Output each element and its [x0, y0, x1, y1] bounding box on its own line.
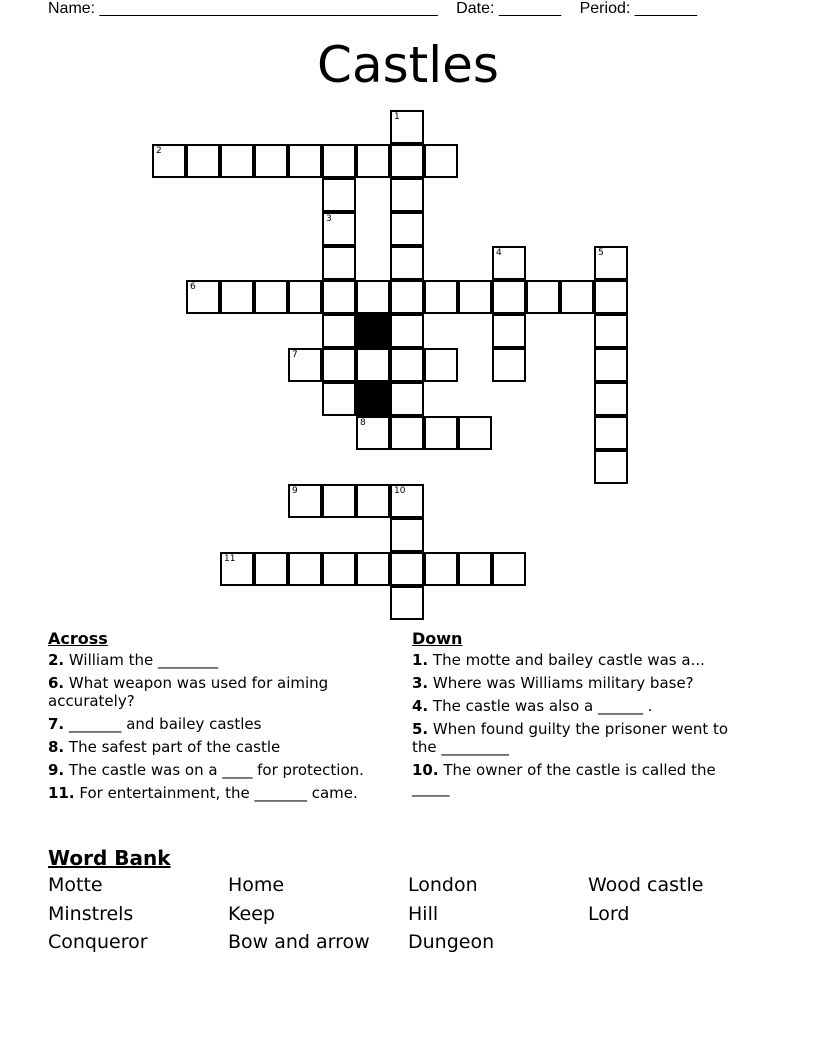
clue-text: What weapon was used for aiming accurately? — [48, 674, 329, 710]
name-field[interactable]: Name: ______________________________________ — [48, 0, 438, 17]
clue-number: 4 — [496, 248, 502, 258]
across-clue — [48, 784, 378, 802]
grid-cell[interactable] — [220, 280, 254, 314]
grid-cell[interactable] — [594, 382, 628, 416]
across-clue — [48, 715, 378, 733]
grid-cell[interactable] — [322, 348, 356, 382]
clue-text: The motte and bailey castle was a... — [432, 651, 705, 669]
word-bank-item: Bow and arrow — [228, 931, 370, 953]
grid-cell[interactable] — [152, 144, 186, 178]
grid-cell[interactable] — [356, 484, 390, 518]
grid-cell[interactable] — [322, 246, 356, 280]
grid-cell[interactable] — [390, 212, 424, 246]
clue-text: For entertainment, the _______ came. — [79, 784, 358, 802]
grid-cell[interactable] — [322, 280, 356, 314]
grid-cell[interactable] — [458, 552, 492, 586]
down-heading: Down — [412, 629, 463, 648]
grid-cell[interactable] — [356, 280, 390, 314]
clue-number: 3 — [326, 214, 332, 224]
clue-number-label: 4. — [412, 697, 429, 715]
across-heading: Across — [48, 629, 108, 648]
clue-number-label: 7. — [48, 715, 65, 733]
grid-cell[interactable] — [390, 586, 424, 620]
clue-number-label: 11. — [48, 784, 75, 802]
grid-cell[interactable] — [594, 348, 628, 382]
grid-cell[interactable] — [254, 552, 288, 586]
down-clue — [412, 674, 752, 692]
clue-number-label: 1. — [412, 651, 429, 669]
word-bank-item: Home — [228, 874, 285, 896]
word-bank-item: Hill — [408, 902, 439, 925]
grid-cell[interactable] — [390, 144, 424, 178]
grid-cell[interactable] — [458, 280, 492, 314]
grid-cell[interactable] — [390, 110, 424, 144]
grid-cell[interactable] — [492, 348, 526, 382]
clue-number: 1 — [394, 112, 400, 122]
clue-number: 6 — [190, 282, 196, 292]
grid-cell[interactable] — [288, 484, 322, 518]
period-field[interactable]: Period: _______ — [579, 0, 698, 17]
grid-cell[interactable] — [424, 144, 458, 178]
black-square — [356, 314, 390, 348]
grid-cell[interactable] — [492, 552, 526, 586]
clue-text: William the ________ — [68, 651, 219, 669]
grid-cell[interactable] — [356, 552, 390, 586]
grid-cell[interactable] — [390, 178, 424, 212]
grid-cell[interactable] — [322, 178, 356, 212]
across-clue — [48, 674, 378, 710]
word-bank-item: Wood castle — [588, 874, 704, 896]
clue-number-label: 8. — [48, 738, 65, 756]
grid-cell[interactable] — [254, 144, 288, 178]
clue-number-label: 5. — [412, 720, 429, 738]
grid-cell[interactable] — [390, 484, 424, 518]
clue-text: The castle was on a ____ for protection. — [68, 761, 364, 779]
down-clue — [412, 761, 752, 797]
grid-cell[interactable] — [322, 552, 356, 586]
word-bank-item: Lord — [588, 902, 630, 925]
down-clues — [412, 630, 752, 802]
across-clue — [48, 761, 378, 779]
grid-cell[interactable] — [186, 144, 220, 178]
clue-text: When found guilty the prisoner went to the _________ — [412, 720, 729, 756]
down-clue — [412, 651, 752, 669]
grid-cell[interactable] — [322, 382, 356, 416]
clue-number: 11 — [224, 554, 236, 564]
clue-text: The owner of the castle is called the _____ — [412, 761, 716, 797]
word-bank-item: Keep — [228, 902, 275, 925]
word-bank-item: London — [408, 874, 478, 896]
grid-cell[interactable] — [356, 144, 390, 178]
grid-cell[interactable] — [254, 280, 288, 314]
black-square — [356, 382, 390, 416]
page-title: Castles — [317, 36, 499, 94]
grid-cell[interactable] — [492, 314, 526, 348]
clue-number-label: 3. — [412, 674, 429, 692]
clue-number-label: 6. — [48, 674, 65, 692]
grid-cell[interactable] — [390, 314, 424, 348]
grid-cell[interactable] — [594, 450, 628, 484]
grid-cell[interactable] — [594, 246, 628, 280]
across-clue — [48, 651, 378, 669]
grid-cell[interactable] — [390, 382, 424, 416]
grid-cell[interactable] — [220, 144, 254, 178]
clue-number: 5 — [598, 248, 604, 258]
across-clues — [48, 630, 378, 807]
clue-text: _______ and bailey castles — [68, 715, 262, 733]
word-bank — [48, 846, 171, 870]
clue-text: Where was Williams military base? — [432, 674, 694, 692]
grid-cell[interactable] — [424, 348, 458, 382]
grid-cell[interactable] — [390, 552, 424, 586]
grid-cell[interactable] — [390, 280, 424, 314]
date-field[interactable]: Date: _______ — [456, 0, 562, 17]
grid-cell[interactable] — [390, 246, 424, 280]
word-bank-item: Conqueror — [48, 931, 148, 953]
clue-text: The safest part of the castle — [68, 738, 281, 756]
grid-cell[interactable] — [424, 280, 458, 314]
grid-cell[interactable] — [390, 518, 424, 552]
grid-cell[interactable] — [288, 144, 322, 178]
grid-cell[interactable] — [390, 416, 424, 450]
grid-cell[interactable] — [322, 314, 356, 348]
grid-cell[interactable] — [594, 314, 628, 348]
grid-cell[interactable] — [356, 416, 390, 450]
grid-cell[interactable] — [526, 280, 560, 314]
grid-cell[interactable] — [424, 416, 458, 450]
clue-number-label: 10. — [412, 761, 439, 779]
clue-number: 10 — [394, 486, 406, 496]
grid-cell[interactable] — [322, 484, 356, 518]
word-bank-item: Dungeon — [408, 931, 495, 953]
grid-cell[interactable] — [322, 144, 356, 178]
grid-cell[interactable] — [288, 552, 322, 586]
grid-cell[interactable] — [186, 280, 220, 314]
grid-cell[interactable] — [594, 280, 628, 314]
clue-number: 2 — [156, 146, 162, 156]
grid-cell[interactable] — [594, 416, 628, 450]
grid-cell[interactable] — [492, 280, 526, 314]
grid-cell[interactable] — [322, 212, 356, 246]
clue-number: 8 — [360, 418, 366, 428]
word-bank-item: Minstrels — [48, 902, 134, 925]
clue-text: The castle was also a ______ . — [432, 697, 653, 715]
clue-number: 7 — [292, 350, 298, 360]
grid-cell[interactable] — [458, 416, 492, 450]
grid-cell[interactable] — [492, 246, 526, 280]
across-clue — [48, 738, 378, 756]
word-bank-item: Motte — [48, 874, 103, 896]
clue-number-label: 2. — [48, 651, 65, 669]
header — [48, 0, 711, 18]
grid-cell[interactable] — [560, 280, 594, 314]
word-bank-heading: Word Bank — [48, 846, 171, 870]
clue-number: 9 — [292, 486, 298, 496]
grid-cell[interactable] — [288, 280, 322, 314]
clue-number-label: 9. — [48, 761, 65, 779]
grid-cell[interactable] — [288, 348, 322, 382]
down-clue — [412, 720, 752, 756]
grid-cell[interactable] — [390, 348, 424, 382]
grid-cell[interactable] — [356, 348, 390, 382]
grid-cell[interactable] — [424, 552, 458, 586]
grid-cell[interactable] — [220, 552, 254, 586]
down-clue — [412, 697, 752, 715]
